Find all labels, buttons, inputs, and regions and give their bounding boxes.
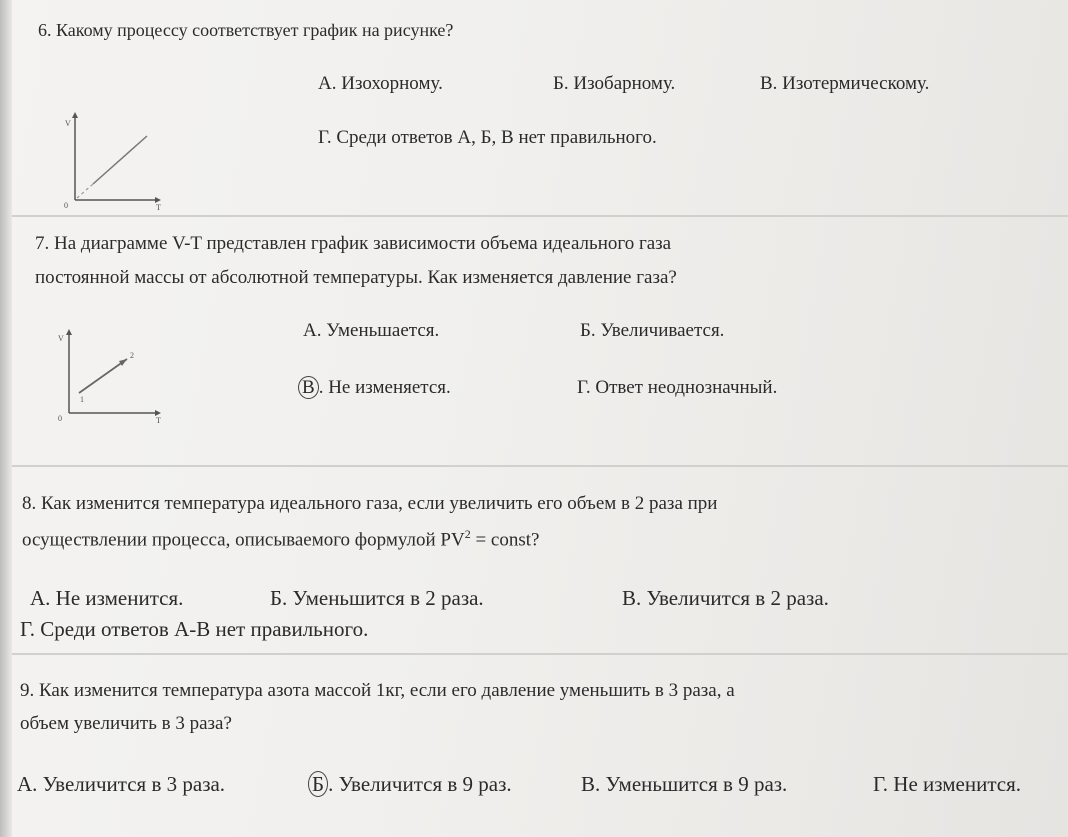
- divider: [12, 215, 1068, 217]
- q7-x-label: T: [156, 416, 161, 425]
- q7-point2-label: 2: [130, 351, 134, 360]
- q7-question-line2: постоянной массы от абсолютной температуры. Как изменяется давление газа?: [35, 267, 677, 288]
- q6-question: 6. Какому процессу соответствует график на рисунке?: [38, 20, 454, 40]
- q9-answer-b-rest: . Увеличится в 9 раз.: [328, 772, 512, 796]
- q8-answer-d: Г. Среди ответов А-В нет правильного.: [20, 617, 369, 641]
- q8-question-line1: 8. Как изменится температура идеального газа, если увеличить его объем в 2 раза при: [22, 493, 718, 514]
- q6-answer-c: В. Изотермическому.: [760, 73, 930, 94]
- divider: [12, 653, 1068, 655]
- circled-answer-mark: Б: [308, 771, 328, 797]
- q8-question-line2-end: = const?: [470, 529, 540, 551]
- circled-answer-mark: В: [298, 376, 319, 399]
- q7-graph-line: [79, 359, 127, 393]
- q9-question-line2: объем увеличить в 3 раза?: [20, 713, 232, 734]
- q9-answer-d: Г. Не изменится.: [873, 772, 1021, 796]
- q6-x-label: T: [156, 203, 161, 212]
- q9-answer-b: [312, 772, 512, 797]
- q9-question-line1: 9. Как изменится температура азота массой 1кг, если его давление уменьшить в 3 раза, а: [20, 680, 735, 701]
- q6-y-arrow: [72, 112, 78, 118]
- q7-origin-label: 0: [58, 414, 62, 423]
- q8-question-line2-text: осуществлении процесса, описываемого формулой PV: [22, 529, 465, 551]
- q7-answer-d: Г. Ответ неоднозначный.: [577, 377, 778, 398]
- q7-answer-c-rest: . Не изменяется.: [318, 377, 451, 398]
- q8-answer-a: А. Не изменится.: [30, 586, 184, 610]
- q6-answer-d: Г. Среди ответов А, Б, В нет правильного.: [318, 127, 657, 148]
- q7-graph-arrow: [119, 359, 127, 366]
- q6-y-label: V: [65, 119, 71, 128]
- divider: [12, 465, 1068, 467]
- q7-vt-graph: [55, 325, 170, 430]
- q6-graph-line: [93, 136, 147, 184]
- q7-y-arrow: [66, 329, 72, 335]
- q9-answer-c: В. Уменьшится в 9 раз.: [581, 772, 788, 796]
- q9-answer-a: А. Увеличится в 3 раза.: [17, 772, 226, 796]
- q8-question-line2: [22, 527, 539, 551]
- q7-answer-c: [302, 377, 451, 399]
- q7-answer-b: Б. Увеличивается.: [580, 320, 725, 341]
- q6-answer-b: Б. Изобарному.: [553, 73, 676, 94]
- page-edge: [0, 0, 12, 837]
- q7-y-label: V: [58, 334, 64, 343]
- q6-origin-label: 0: [64, 201, 68, 210]
- q7-point1-label: 1: [80, 395, 84, 404]
- q7-answer-a: А. Уменьшается.: [303, 320, 440, 341]
- q8-exponent: 2: [464, 527, 471, 541]
- q8-answer-b: Б. Уменьшится в 2 раза.: [270, 586, 484, 610]
- q8-answer-c: В. Увеличится в 2 раза.: [622, 586, 829, 610]
- q6-answer-a: А. Изохорному.: [318, 73, 443, 94]
- q7-question-line1: 7. На диаграмме V-T представлен график зависимости объема идеального газа: [35, 233, 672, 254]
- q6-vt-graph: [55, 110, 170, 215]
- q6-dashed-segment: [77, 184, 93, 198]
